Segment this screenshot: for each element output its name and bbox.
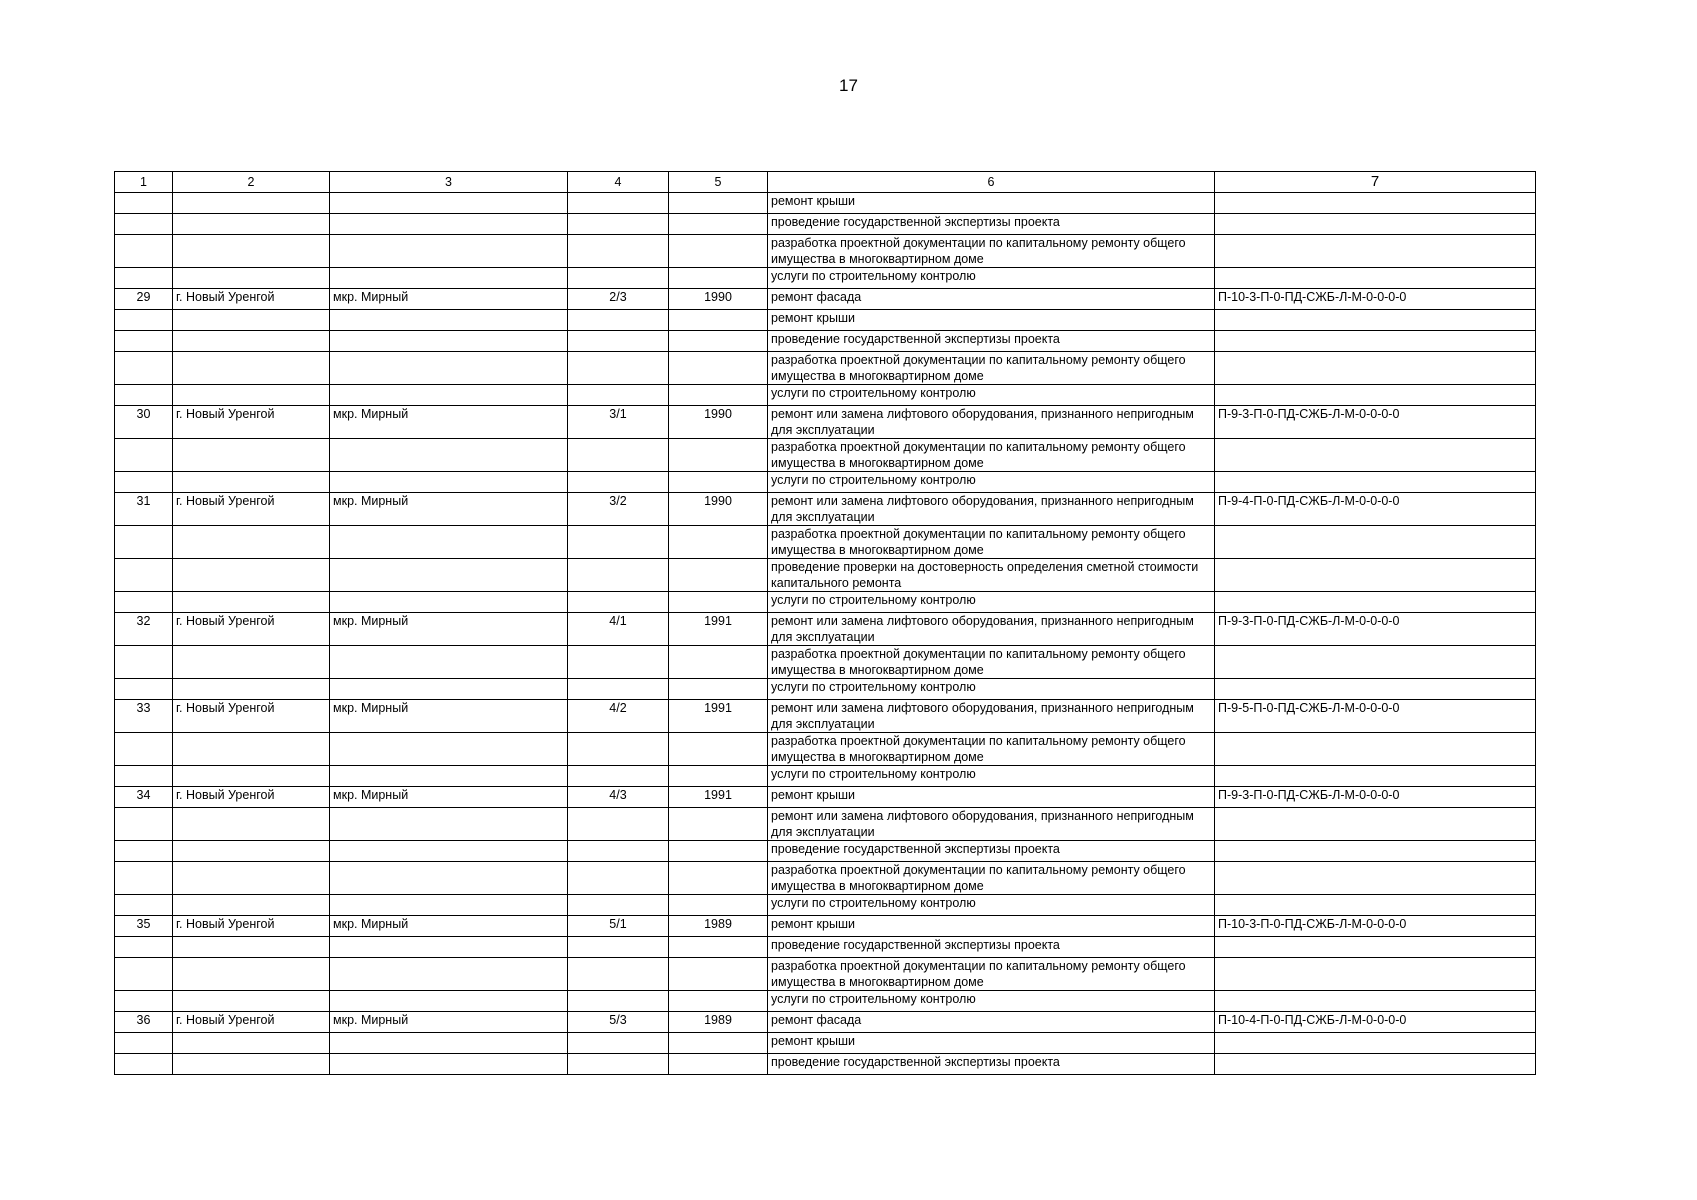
table-row bbox=[115, 310, 1536, 331]
cell-year bbox=[669, 352, 768, 385]
cell-building-code bbox=[1215, 559, 1536, 592]
cell-building-code bbox=[1215, 958, 1536, 991]
cell-building-code bbox=[1215, 991, 1536, 1012]
cell-building-code bbox=[1215, 385, 1536, 406]
cell-building-number bbox=[568, 808, 669, 841]
cell-row-number: 34 bbox=[115, 787, 173, 808]
cell-building-code bbox=[1215, 646, 1536, 679]
cell-building-code bbox=[1215, 937, 1536, 958]
cell-row-number bbox=[115, 862, 173, 895]
cell-year bbox=[669, 472, 768, 493]
cell-building-number bbox=[568, 352, 669, 385]
cell-year bbox=[669, 766, 768, 787]
cell-city bbox=[173, 1054, 330, 1075]
table-row bbox=[115, 331, 1536, 352]
cell-row-number: 32 bbox=[115, 613, 173, 646]
cell-building-code: П-9-3-П-0-ПД-СЖБ-Л-М-0-0-0-0 bbox=[1215, 406, 1536, 439]
cell-work-type: разработка проектной документации по капитальному ремонту общего имущества в многоквартирном доме bbox=[768, 526, 1215, 559]
cell-year bbox=[669, 559, 768, 592]
cell-address bbox=[330, 352, 568, 385]
cell-city bbox=[173, 310, 330, 331]
cell-row-number bbox=[115, 235, 173, 268]
cell-address bbox=[330, 559, 568, 592]
cell-row-number bbox=[115, 472, 173, 493]
cell-year: 1990 bbox=[669, 493, 768, 526]
cell-work-type: ремонт или замена лифтового оборудования, признанного непригодным для эксплуатации bbox=[768, 700, 1215, 733]
cell-address bbox=[330, 937, 568, 958]
cell-address bbox=[330, 841, 568, 862]
cell-building-code bbox=[1215, 331, 1536, 352]
cell-row-number bbox=[115, 385, 173, 406]
cell-row-number bbox=[115, 559, 173, 592]
cell-building-number bbox=[568, 733, 669, 766]
cell-year: 1991 bbox=[669, 613, 768, 646]
cell-year bbox=[669, 1054, 768, 1075]
table-row bbox=[115, 862, 1536, 895]
cell-year bbox=[669, 526, 768, 559]
cell-building-code bbox=[1215, 862, 1536, 895]
column-header-2: 2 bbox=[173, 172, 330, 193]
table-row bbox=[115, 646, 1536, 679]
cell-year bbox=[669, 958, 768, 991]
cell-year bbox=[669, 385, 768, 406]
table-row bbox=[115, 472, 1536, 493]
cell-row-number bbox=[115, 352, 173, 385]
cell-year bbox=[669, 937, 768, 958]
cell-building-code bbox=[1215, 841, 1536, 862]
cell-year bbox=[669, 991, 768, 1012]
table-row bbox=[115, 193, 1536, 214]
cell-row-number bbox=[115, 268, 173, 289]
cell-building-number bbox=[568, 958, 669, 991]
cell-building-number bbox=[568, 268, 669, 289]
cell-address: мкр. Мирный bbox=[330, 493, 568, 526]
cell-work-type: ремонт крыши bbox=[768, 916, 1215, 937]
table-row bbox=[115, 214, 1536, 235]
cell-building-code bbox=[1215, 472, 1536, 493]
cell-year bbox=[669, 1033, 768, 1054]
cell-building-code bbox=[1215, 1054, 1536, 1075]
cell-building-code bbox=[1215, 439, 1536, 472]
cell-building-number bbox=[568, 937, 669, 958]
cell-year bbox=[669, 193, 768, 214]
cell-address bbox=[330, 733, 568, 766]
cell-city: г. Новый Уренгой bbox=[173, 787, 330, 808]
cell-city bbox=[173, 733, 330, 766]
cell-row-number bbox=[115, 310, 173, 331]
cell-building-code: П-9-5-П-0-ПД-СЖБ-Л-М-0-0-0-0 bbox=[1215, 700, 1536, 733]
cell-address bbox=[330, 526, 568, 559]
table-row bbox=[115, 385, 1536, 406]
table-body bbox=[115, 193, 1536, 1075]
cell-work-type: ремонт крыши bbox=[768, 787, 1215, 808]
cell-row-number bbox=[115, 991, 173, 1012]
cell-building-code: П-9-3-П-0-ПД-СЖБ-Л-М-0-0-0-0 bbox=[1215, 787, 1536, 808]
cell-work-type: ремонт или замена лифтового оборудования, признанного непригодным для эксплуатации bbox=[768, 808, 1215, 841]
cell-building-code bbox=[1215, 352, 1536, 385]
cell-work-type: разработка проектной документации по капитальному ремонту общего имущества в многоквартирном доме bbox=[768, 862, 1215, 895]
cell-work-type: проведение государственной экспертизы проекта bbox=[768, 331, 1215, 352]
cell-building-code bbox=[1215, 310, 1536, 331]
table-row bbox=[115, 937, 1536, 958]
cell-row-number bbox=[115, 526, 173, 559]
cell-building-code bbox=[1215, 592, 1536, 613]
cell-address: мкр. Мирный bbox=[330, 1012, 568, 1033]
cell-work-type: разработка проектной документации по капитальному ремонту общего имущества в многоквартирном доме bbox=[768, 352, 1215, 385]
cell-work-type: ремонт или замена лифтового оборудования, признанного непригодным для эксплуатации bbox=[768, 493, 1215, 526]
cell-building-number bbox=[568, 592, 669, 613]
cell-city bbox=[173, 991, 330, 1012]
cell-building-number bbox=[568, 991, 669, 1012]
table-row bbox=[115, 613, 1536, 646]
table-row bbox=[115, 268, 1536, 289]
cell-city bbox=[173, 937, 330, 958]
cell-year bbox=[669, 214, 768, 235]
cell-work-type: услуги по строительному контролю bbox=[768, 991, 1215, 1012]
cell-row-number bbox=[115, 937, 173, 958]
cell-row-number bbox=[115, 439, 173, 472]
cell-year bbox=[669, 733, 768, 766]
cell-city bbox=[173, 808, 330, 841]
cell-work-type: разработка проектной документации по капитальному ремонту общего имущества в многоквартирном доме bbox=[768, 646, 1215, 679]
cell-building-number bbox=[568, 526, 669, 559]
cell-city: г. Новый Уренгой bbox=[173, 1012, 330, 1033]
cell-building-number bbox=[568, 214, 669, 235]
cell-building-number bbox=[568, 1054, 669, 1075]
cell-building-number: 5/1 bbox=[568, 916, 669, 937]
cell-building-code bbox=[1215, 679, 1536, 700]
cell-year bbox=[669, 862, 768, 895]
cell-row-number bbox=[115, 646, 173, 679]
cell-city bbox=[173, 766, 330, 787]
cell-address bbox=[330, 439, 568, 472]
cell-city: г. Новый Уренгой bbox=[173, 916, 330, 937]
cell-year: 1989 bbox=[669, 916, 768, 937]
cell-building-number bbox=[568, 679, 669, 700]
cell-address bbox=[330, 193, 568, 214]
cell-address bbox=[330, 214, 568, 235]
cell-building-code bbox=[1215, 193, 1536, 214]
cell-work-type: услуги по строительному контролю bbox=[768, 268, 1215, 289]
cell-address bbox=[330, 766, 568, 787]
cell-address bbox=[330, 592, 568, 613]
cell-work-type: ремонт фасада bbox=[768, 289, 1215, 310]
cell-building-code: П-9-4-П-0-ПД-СЖБ-Л-М-0-0-0-0 bbox=[1215, 493, 1536, 526]
cell-building-code bbox=[1215, 214, 1536, 235]
cell-city bbox=[173, 385, 330, 406]
cell-building-number bbox=[568, 646, 669, 679]
table-row bbox=[115, 895, 1536, 916]
table-row bbox=[115, 991, 1536, 1012]
cell-year bbox=[669, 646, 768, 679]
cell-building-number: 3/2 bbox=[568, 493, 669, 526]
cell-building-number bbox=[568, 310, 669, 331]
cell-building-number bbox=[568, 559, 669, 592]
cell-work-type: ремонт фасада bbox=[768, 1012, 1215, 1033]
cell-building-number bbox=[568, 895, 669, 916]
cell-row-number: 31 bbox=[115, 493, 173, 526]
cell-row-number bbox=[115, 331, 173, 352]
cell-address bbox=[330, 808, 568, 841]
cell-building-number: 3/1 bbox=[568, 406, 669, 439]
cell-year: 1990 bbox=[669, 289, 768, 310]
cell-city bbox=[173, 646, 330, 679]
cell-city bbox=[173, 958, 330, 991]
cell-building-number: 4/2 bbox=[568, 700, 669, 733]
cell-city bbox=[173, 1033, 330, 1054]
cell-building-code bbox=[1215, 268, 1536, 289]
cell-building-number bbox=[568, 472, 669, 493]
column-header-1: 1 bbox=[115, 172, 173, 193]
cell-city bbox=[173, 679, 330, 700]
cell-building-code bbox=[1215, 808, 1536, 841]
table-row bbox=[115, 592, 1536, 613]
cell-year: 1989 bbox=[669, 1012, 768, 1033]
table-row bbox=[115, 733, 1536, 766]
cell-address bbox=[330, 235, 568, 268]
cell-row-number: 29 bbox=[115, 289, 173, 310]
table-header bbox=[115, 172, 1536, 193]
table-row bbox=[115, 526, 1536, 559]
cell-building-code: П-10-3-П-0-ПД-СЖБ-Л-М-0-0-0-0 bbox=[1215, 289, 1536, 310]
cell-city bbox=[173, 592, 330, 613]
cell-building-number: 2/3 bbox=[568, 289, 669, 310]
cell-work-type: услуги по строительному контролю bbox=[768, 679, 1215, 700]
table-row bbox=[115, 958, 1536, 991]
cell-row-number: 30 bbox=[115, 406, 173, 439]
column-header-7: 7 bbox=[1215, 172, 1536, 193]
cell-row-number: 35 bbox=[115, 916, 173, 937]
cell-address bbox=[330, 1033, 568, 1054]
cell-row-number: 33 bbox=[115, 700, 173, 733]
table-row bbox=[115, 700, 1536, 733]
cell-year bbox=[669, 679, 768, 700]
cell-row-number bbox=[115, 808, 173, 841]
cell-work-type: ремонт крыши bbox=[768, 310, 1215, 331]
cell-work-type: разработка проектной документации по капитальному ремонту общего имущества в многоквартирном доме bbox=[768, 439, 1215, 472]
cell-work-type: проведение государственной экспертизы проекта bbox=[768, 841, 1215, 862]
cell-year bbox=[669, 439, 768, 472]
table-row bbox=[115, 1033, 1536, 1054]
table-row bbox=[115, 1012, 1536, 1033]
cell-city bbox=[173, 352, 330, 385]
cell-address bbox=[330, 895, 568, 916]
cell-address bbox=[330, 958, 568, 991]
cell-city bbox=[173, 331, 330, 352]
column-header-3: 3 bbox=[330, 172, 568, 193]
cell-work-type: проведение государственной экспертизы проекта bbox=[768, 1054, 1215, 1075]
cell-row-number bbox=[115, 193, 173, 214]
cell-address bbox=[330, 646, 568, 679]
cell-city bbox=[173, 472, 330, 493]
table-row bbox=[115, 289, 1536, 310]
cell-building-code bbox=[1215, 733, 1536, 766]
cell-year bbox=[669, 841, 768, 862]
cell-building-number bbox=[568, 766, 669, 787]
cell-work-type: услуги по строительному контролю bbox=[768, 766, 1215, 787]
column-header-5: 5 bbox=[669, 172, 768, 193]
cell-row-number bbox=[115, 766, 173, 787]
cell-building-number bbox=[568, 1033, 669, 1054]
cell-work-type: услуги по строительному контролю bbox=[768, 592, 1215, 613]
column-header-4: 4 bbox=[568, 172, 669, 193]
cell-address: мкр. Мирный bbox=[330, 916, 568, 937]
cell-address: мкр. Мирный bbox=[330, 700, 568, 733]
cell-building-code: П-10-3-П-0-ПД-СЖБ-Л-М-0-0-0-0 bbox=[1215, 916, 1536, 937]
cell-city: г. Новый Уренгой bbox=[173, 700, 330, 733]
table-row bbox=[115, 439, 1536, 472]
cell-year bbox=[669, 895, 768, 916]
cell-city bbox=[173, 559, 330, 592]
cell-row-number: 36 bbox=[115, 1012, 173, 1033]
cell-work-type: разработка проектной документации по капитальному ремонту общего имущества в многоквартирном доме bbox=[768, 235, 1215, 268]
cell-work-type: разработка проектной документации по капитальному ремонту общего имущества в многоквартирном доме bbox=[768, 733, 1215, 766]
cell-building-number: 5/3 bbox=[568, 1012, 669, 1033]
cell-building-code: П-10-4-П-0-ПД-СЖБ-Л-М-0-0-0-0 bbox=[1215, 1012, 1536, 1033]
cell-address: мкр. Мирный bbox=[330, 613, 568, 646]
cell-city: г. Новый Уренгой bbox=[173, 289, 330, 310]
cell-city: г. Новый Уренгой bbox=[173, 406, 330, 439]
cell-address bbox=[330, 268, 568, 289]
cell-building-code: П-9-3-П-0-ПД-СЖБ-Л-М-0-0-0-0 bbox=[1215, 613, 1536, 646]
cell-row-number bbox=[115, 1033, 173, 1054]
cell-building-code bbox=[1215, 1033, 1536, 1054]
cell-row-number bbox=[115, 958, 173, 991]
cell-row-number bbox=[115, 592, 173, 613]
cell-year bbox=[669, 310, 768, 331]
cell-city bbox=[173, 268, 330, 289]
cell-work-type: услуги по строительному контролю bbox=[768, 895, 1215, 916]
table-row bbox=[115, 787, 1536, 808]
cell-row-number bbox=[115, 214, 173, 235]
cell-work-type: ремонт крыши bbox=[768, 1033, 1215, 1054]
cell-building-number bbox=[568, 439, 669, 472]
table-row bbox=[115, 1054, 1536, 1075]
cell-address: мкр. Мирный bbox=[330, 406, 568, 439]
table-row bbox=[115, 235, 1536, 268]
cell-building-number bbox=[568, 862, 669, 895]
cell-address bbox=[330, 331, 568, 352]
cell-city: г. Новый Уренгой bbox=[173, 613, 330, 646]
cell-year bbox=[669, 235, 768, 268]
cell-year: 1991 bbox=[669, 787, 768, 808]
cell-building-code bbox=[1215, 526, 1536, 559]
cell-building-number: 4/3 bbox=[568, 787, 669, 808]
cell-address bbox=[330, 991, 568, 1012]
table-row bbox=[115, 916, 1536, 937]
cell-year: 1991 bbox=[669, 700, 768, 733]
capital-repair-table bbox=[114, 171, 1536, 1075]
cell-building-number bbox=[568, 385, 669, 406]
cell-city bbox=[173, 193, 330, 214]
cell-city bbox=[173, 235, 330, 268]
table-row bbox=[115, 406, 1536, 439]
cell-building-code bbox=[1215, 766, 1536, 787]
header-row bbox=[115, 172, 1536, 193]
table-row bbox=[115, 808, 1536, 841]
cell-work-type: услуги по строительному контролю bbox=[768, 385, 1215, 406]
table-row bbox=[115, 841, 1536, 862]
cell-address bbox=[330, 679, 568, 700]
page-number: 17 bbox=[839, 76, 858, 95]
cell-year bbox=[669, 268, 768, 289]
cell-year bbox=[669, 331, 768, 352]
table-row bbox=[115, 493, 1536, 526]
cell-work-type: ремонт или замена лифтового оборудования, признанного непригодным для эксплуатации bbox=[768, 406, 1215, 439]
cell-city bbox=[173, 526, 330, 559]
cell-building-number bbox=[568, 193, 669, 214]
cell-address bbox=[330, 1054, 568, 1075]
table-row bbox=[115, 679, 1536, 700]
column-header-6: 6 bbox=[768, 172, 1215, 193]
cell-work-type: проведение государственной экспертизы проекта bbox=[768, 214, 1215, 235]
cell-address bbox=[330, 385, 568, 406]
cell-city bbox=[173, 895, 330, 916]
cell-address bbox=[330, 862, 568, 895]
cell-city: г. Новый Уренгой bbox=[173, 493, 330, 526]
table-row bbox=[115, 766, 1536, 787]
cell-year: 1990 bbox=[669, 406, 768, 439]
cell-building-number: 4/1 bbox=[568, 613, 669, 646]
cell-address bbox=[330, 310, 568, 331]
cell-work-type: проведение государственной экспертизы проекта bbox=[768, 937, 1215, 958]
cell-building-code bbox=[1215, 895, 1536, 916]
cell-building-code bbox=[1215, 235, 1536, 268]
cell-building-number bbox=[568, 331, 669, 352]
cell-row-number bbox=[115, 679, 173, 700]
cell-work-type: разработка проектной документации по капитальному ремонту общего имущества в многоквартирном доме bbox=[768, 958, 1215, 991]
cell-city bbox=[173, 862, 330, 895]
cell-work-type: услуги по строительному контролю bbox=[768, 472, 1215, 493]
cell-row-number bbox=[115, 841, 173, 862]
cell-year bbox=[669, 808, 768, 841]
cell-address: мкр. Мирный bbox=[330, 289, 568, 310]
cell-row-number bbox=[115, 733, 173, 766]
cell-row-number bbox=[115, 895, 173, 916]
cell-work-type: проведение проверки на достоверность определения сметной стоимости капитального ремонта bbox=[768, 559, 1215, 592]
table-row bbox=[115, 559, 1536, 592]
table-row bbox=[115, 352, 1536, 385]
cell-work-type: ремонт или замена лифтового оборудования, признанного непригодным для эксплуатации bbox=[768, 613, 1215, 646]
cell-work-type: ремонт крыши bbox=[768, 193, 1215, 214]
cell-city bbox=[173, 439, 330, 472]
cell-building-number bbox=[568, 841, 669, 862]
cell-building-number bbox=[568, 235, 669, 268]
cell-address bbox=[330, 472, 568, 493]
cell-city bbox=[173, 214, 330, 235]
cell-row-number bbox=[115, 1054, 173, 1075]
cell-city bbox=[173, 841, 330, 862]
cell-address: мкр. Мирный bbox=[330, 787, 568, 808]
cell-year bbox=[669, 592, 768, 613]
